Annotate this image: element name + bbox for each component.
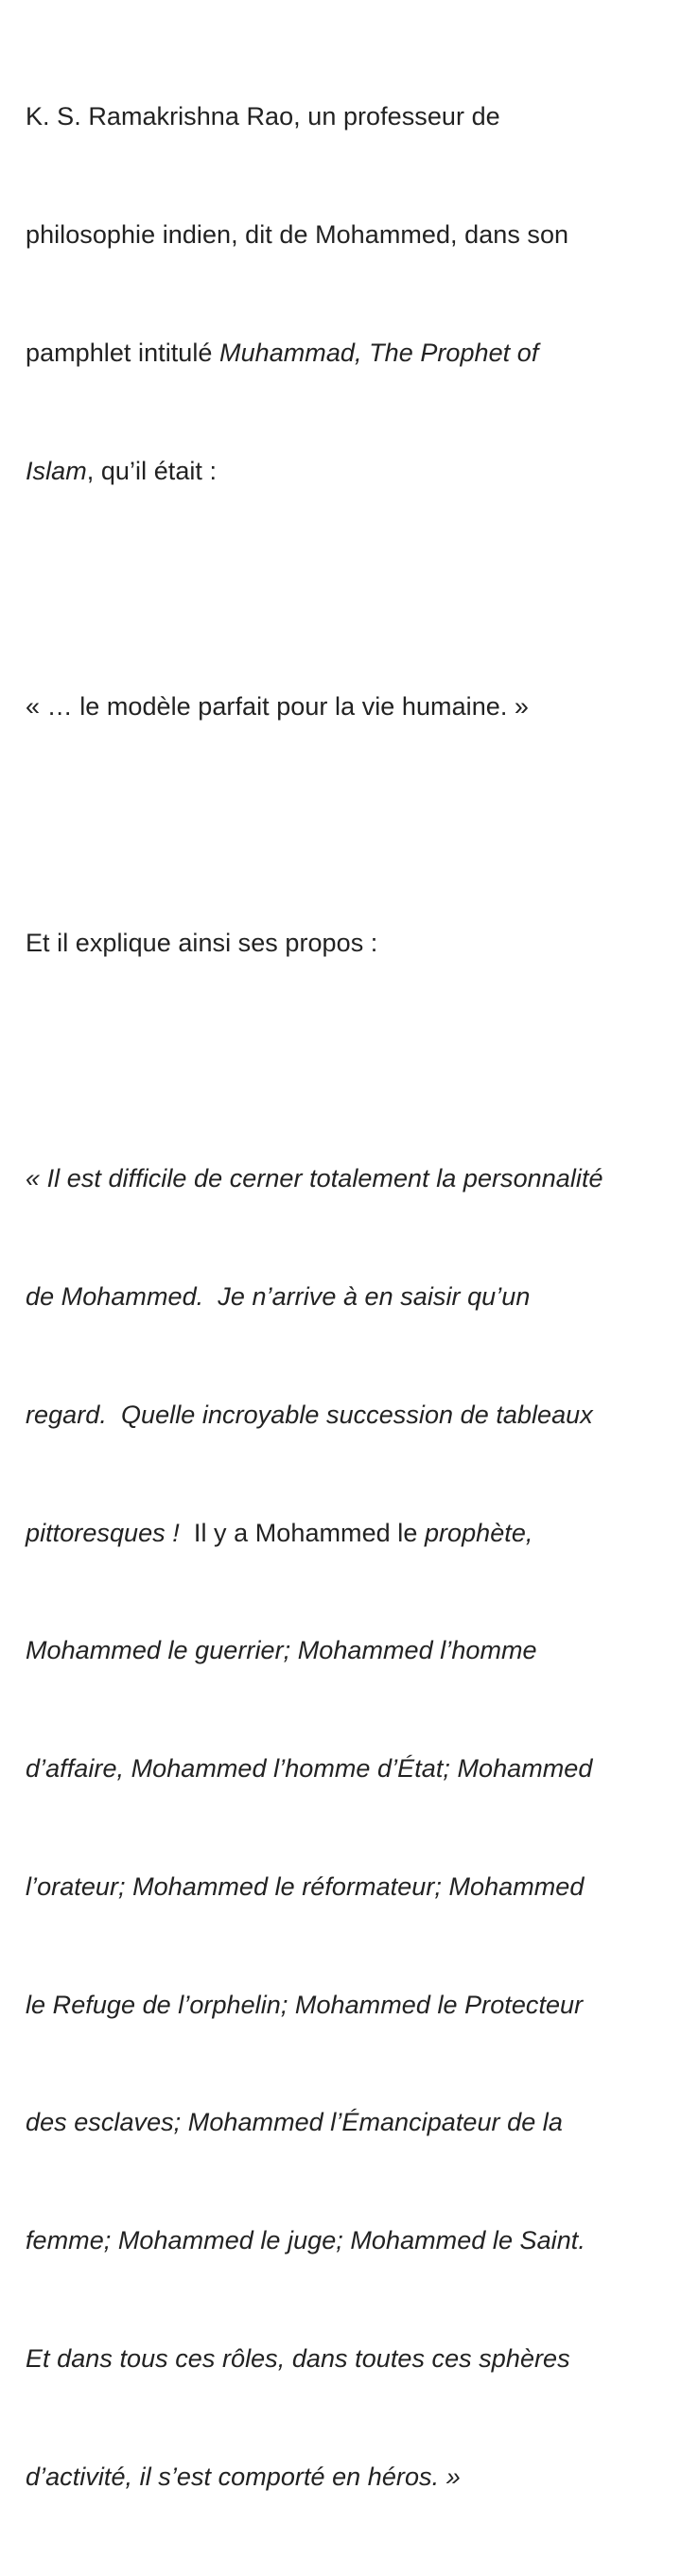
- long-quote-line-5: Mohammed le guerrier; Mohammed l’homme: [26, 1636, 537, 1665]
- pamphlet-title-part-2: Islam: [26, 456, 87, 485]
- short-quote-paragraph: [26, 609, 669, 806]
- short-quote: « … le modèle parfait pour la vie humaine. »: [26, 692, 529, 722]
- long-quote-line-12: d’activité, il s’est comporté en héros. »: [26, 2462, 461, 2491]
- long-quote-line-1: « Il est difficile de cerner totalement la personnalité: [26, 1164, 603, 1193]
- lead-in-text: Et il explique ainsi ses propos :: [26, 928, 378, 957]
- long-quote-line-2: de Mohammed. Je n’arrive à en saisir qu’un: [26, 1282, 531, 1311]
- intro-paragraph: [26, 19, 669, 569]
- article-body: [26, 19, 669, 2576]
- paragraph-spacer: [26, 806, 669, 845]
- long-quote-line-4-prophet: prophète,: [424, 1518, 533, 1547]
- long-quote-paragraph: [26, 1081, 669, 2576]
- intro-line-3: [26, 334, 669, 374]
- pamphlet-title-part-1: Muhammad, The Prophet of: [219, 338, 539, 367]
- long-quote-line-9: des esclaves; Mohammed l’Émancipateur de la: [26, 2108, 563, 2137]
- intro-line-3-text: pamphlet intitulé: [26, 338, 220, 367]
- long-quote-line-11: Et dans tous ces rôles, dans toutes ces sphères: [26, 2344, 570, 2374]
- long-quote-line-4-upright: Il y a Mohammed le: [186, 1518, 425, 1547]
- paragraph-spacer: [26, 1041, 669, 1081]
- intro-line-2: philosophie indien, dit de Mohammed, dans son: [26, 219, 569, 249]
- long-quote-line-3: regard. Quelle incroyable succession de tableaux: [26, 1400, 593, 1429]
- lead-in-paragraph: [26, 844, 669, 1041]
- long-quote-line-4-italic: pittoresques !: [26, 1518, 187, 1547]
- long-quote-line-4: [26, 1514, 669, 1554]
- long-quote-line-8: le Refuge de l’orphelin; Mohammed le Protecteur: [26, 1990, 584, 2019]
- paragraph-spacer: [26, 569, 669, 609]
- intro-line-4-text: , qu’il était :: [86, 456, 218, 485]
- long-quote-line-7: l’orateur; Mohammed le réformateur; Mohammed: [26, 1871, 585, 1901]
- long-quote-line-10: femme; Mohammed le juge; Mohammed le Saint.: [26, 2226, 585, 2255]
- intro-line-4: [26, 452, 669, 492]
- long-quote-line-6: d’affaire, Mohammed l’homme d’État; Mohammed: [26, 1754, 593, 1784]
- intro-line-1: K. S. Ramakrishna Rao, un professeur de: [26, 102, 500, 131]
